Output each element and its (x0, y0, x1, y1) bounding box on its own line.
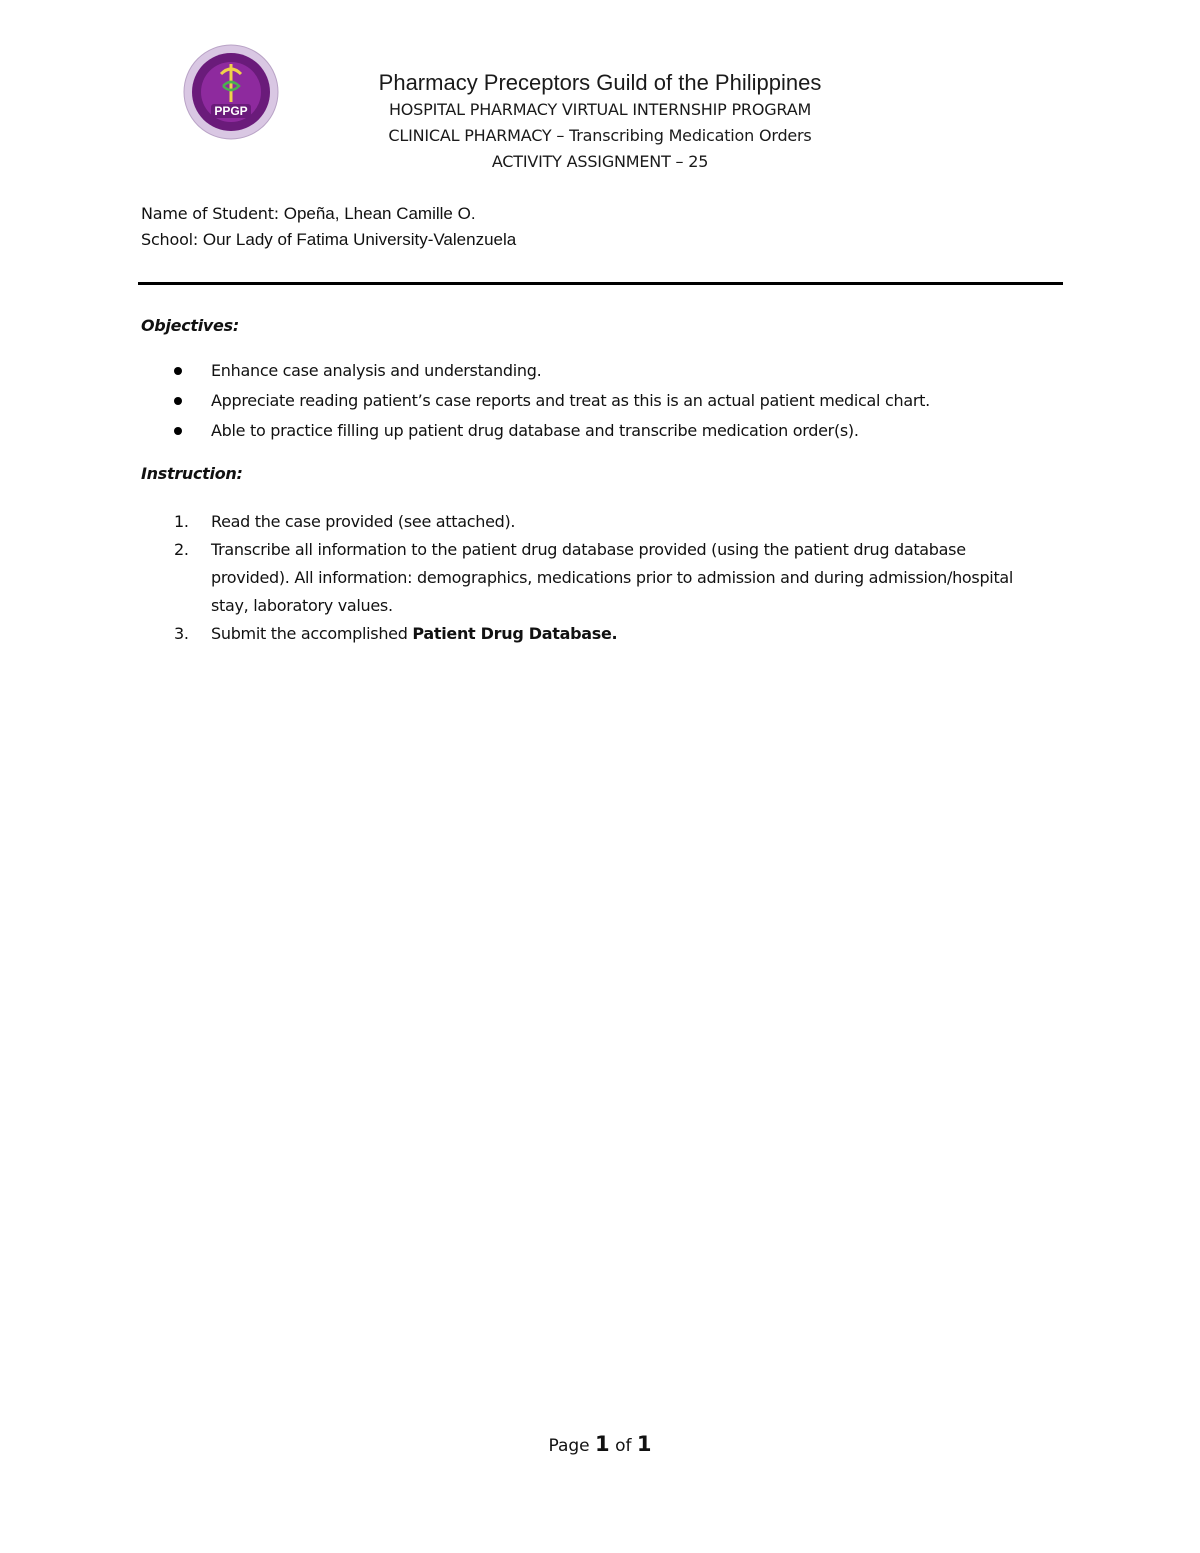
program-title: HOSPITAL PHARMACY VIRTUAL INTERNSHIP PROGRAM (388, 100, 812, 119)
organization-title: Pharmacy Preceptors Guild of the Philippines (378, 70, 822, 95)
instruction-list (0, 508, 1041, 648)
assignment-title: ACTIVITY ASSIGNMENT – 25 (491, 152, 709, 171)
student-name-label: Name of Student: (141, 204, 279, 223)
student-name-line (141, 204, 476, 224)
course-title: CLINICAL PHARMACY – Transcribing Medication Orders (388, 126, 812, 145)
bullet-icon (174, 397, 182, 405)
list-item: 1. Read the case provided (see attached). (174, 512, 516, 531)
instruction-heading: Instruction: (141, 464, 243, 483)
objectives-heading: Objectives: (141, 316, 239, 335)
bullet-icon (174, 367, 182, 375)
ppgp-seal-icon (183, 44, 279, 140)
list-item: 3. Submit the accomplished Patient Drug Database. (174, 624, 618, 643)
list-item: Able to practice filling up patient drug database and transcribe medication order(s). (0, 420, 1041, 450)
list-item: Appreciate reading patient’s case reports and treat as this is an actual patient medical chart. (0, 390, 1041, 420)
list-item: Enhance case analysis and understanding. (0, 360, 1041, 390)
student-name-value: Opeña, Lhean Camille O. (283, 204, 476, 223)
divider (138, 282, 1063, 285)
school-label: School: (141, 230, 199, 249)
objectives-list (0, 360, 1041, 450)
page-number: Page 1 of 1 (548, 1432, 652, 1456)
bullet-icon (174, 427, 182, 435)
school-value: Our Lady of Fatima University-Valenzuela (202, 230, 517, 249)
logo-text: PPGP (214, 104, 248, 118)
school-line (141, 230, 516, 250)
list-item: 2. Transcribe all information to the patient drug database provided (using the patient drug database provided). All information: demographics, medications prior to admission and during admission/hospital stay, laboratory values. (174, 540, 1014, 615)
